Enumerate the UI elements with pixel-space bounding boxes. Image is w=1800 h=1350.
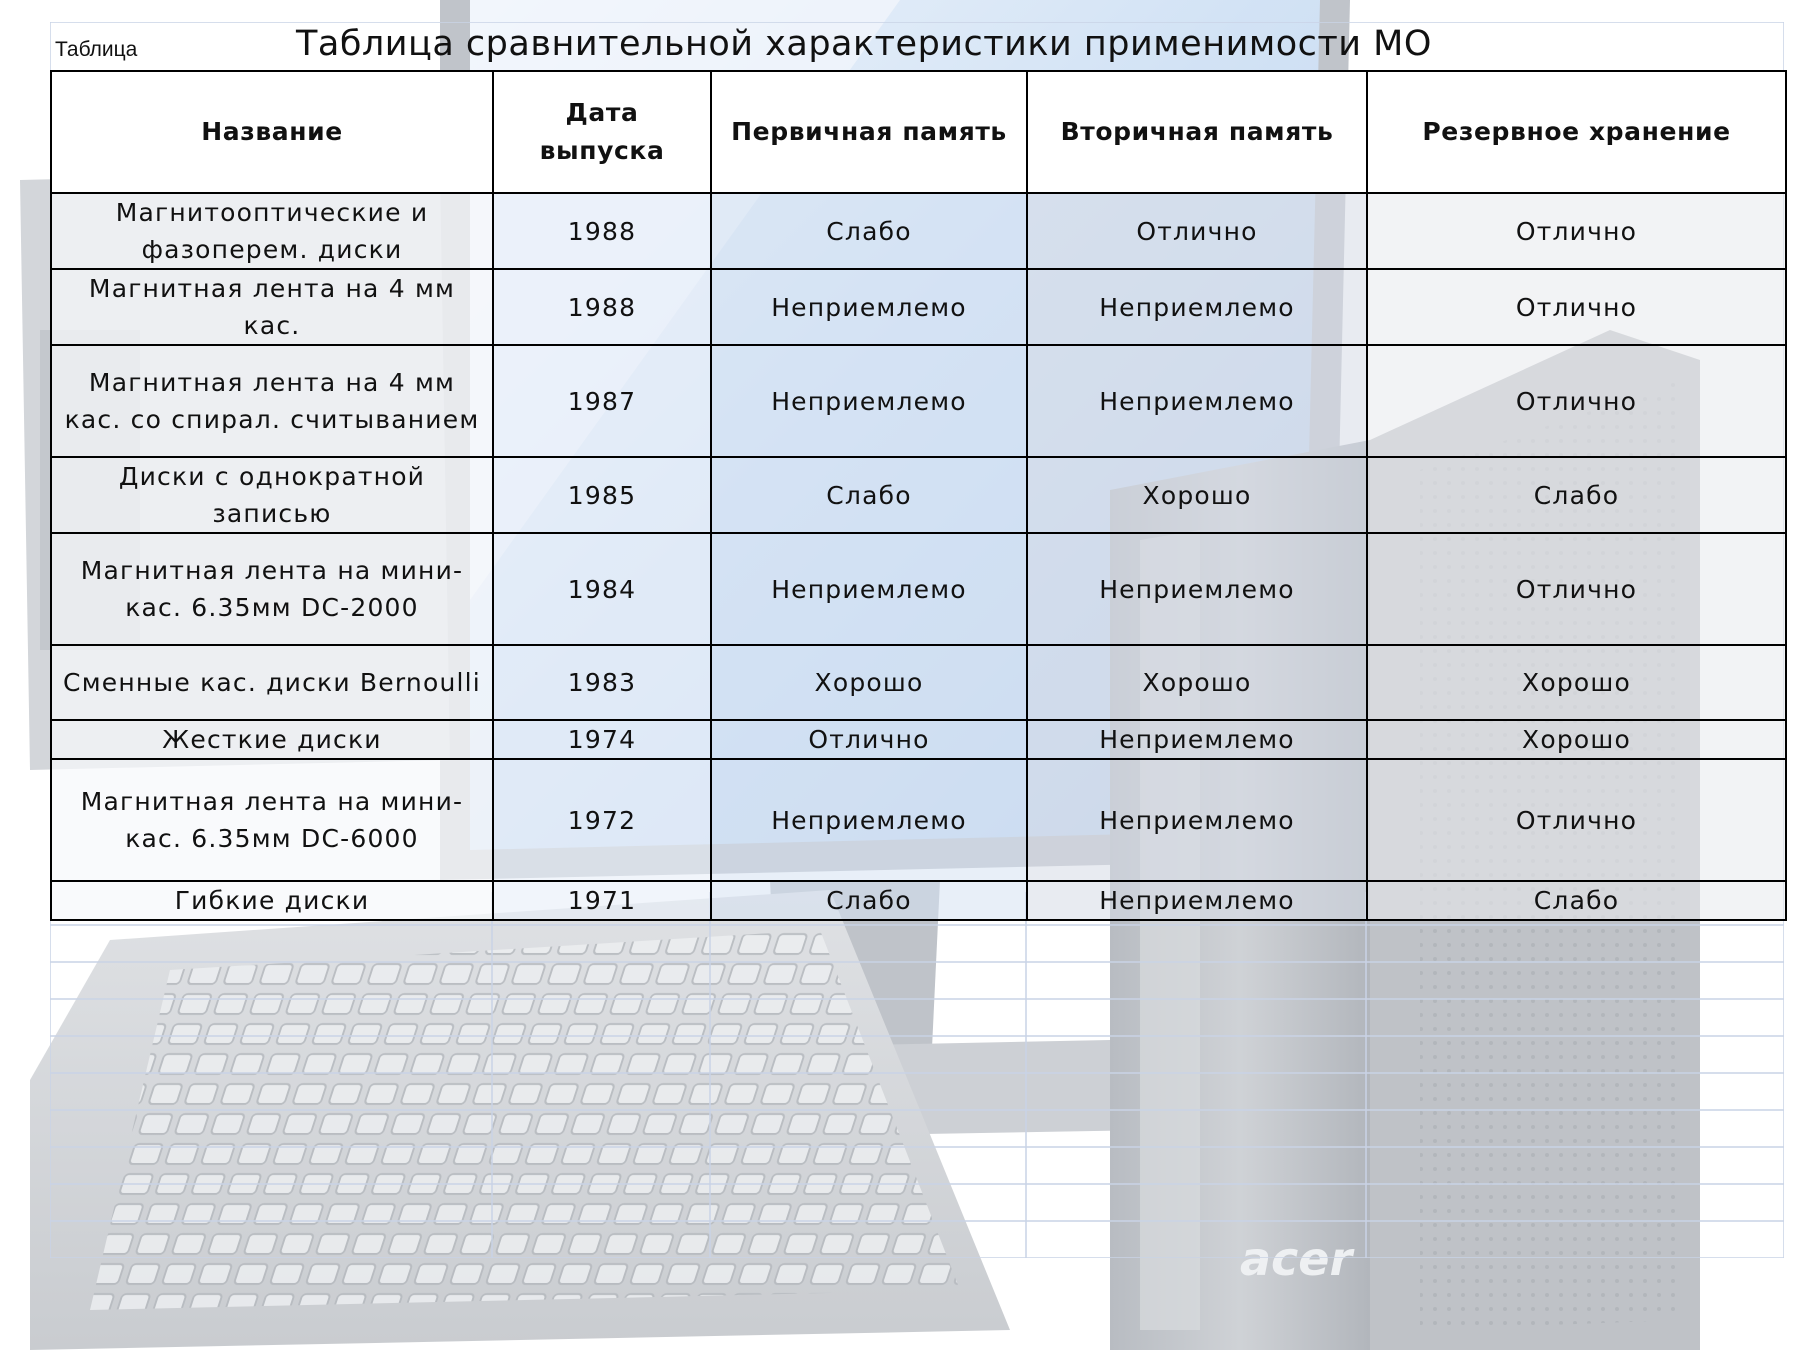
cell-backup-storage: Хорошо	[1367, 645, 1786, 720]
cell-secondary-memory: Хорошо	[1027, 645, 1367, 720]
cell-secondary-memory: Неприемлемо	[1027, 269, 1367, 345]
cell-name: Магнитная лента на 4 мм кас. со спирал. считыванием	[51, 345, 493, 457]
cell-release-date: 1985	[493, 457, 711, 533]
table-row	[51, 269, 1786, 345]
cell-name: Диски с однократной записью	[51, 457, 493, 533]
cell-release-date: 1988	[493, 193, 711, 269]
cell-backup-storage: Слабо	[1367, 457, 1786, 533]
cell-release-date: 1984	[493, 533, 711, 645]
cell-backup-storage: Отлично	[1367, 269, 1786, 345]
header-name: Название	[51, 71, 493, 193]
cell-primary-memory: Отлично	[711, 720, 1027, 759]
acer-logo: acer	[1240, 1232, 1353, 1286]
table-row	[51, 193, 1786, 269]
cell-name: Магнитная лента на 4 мм кас.	[51, 269, 493, 345]
cell-secondary-memory: Неприемлемо	[1027, 759, 1367, 881]
cell-backup-storage: Отлично	[1367, 759, 1786, 881]
cell-primary-memory: Слабо	[711, 193, 1027, 269]
cell-primary-memory: Неприемлемо	[711, 759, 1027, 881]
table-row	[51, 345, 1786, 457]
cell-secondary-memory: Неприемлемо	[1027, 881, 1367, 920]
sheet-label: Таблица	[55, 38, 138, 61]
cell-backup-storage: Отлично	[1367, 193, 1786, 269]
cell-primary-memory: Неприемлемо	[711, 345, 1027, 457]
header-primary-memory: Первичная память	[711, 71, 1027, 193]
header-secondary-memory: Вторичная память	[1027, 71, 1367, 193]
cell-backup-storage: Слабо	[1367, 881, 1786, 920]
cell-secondary-memory: Неприемлемо	[1027, 345, 1367, 457]
header-backup-storage: Резервное хранение	[1367, 71, 1786, 193]
cell-release-date: 1983	[493, 645, 711, 720]
cell-name: Магнитооптические и фазоперем. диски	[51, 193, 493, 269]
table-title: Таблица сравнительной характеристики применимости МО	[296, 24, 1432, 64]
table-row	[51, 533, 1786, 645]
table-row	[51, 720, 1786, 759]
cell-secondary-memory: Отлично	[1027, 193, 1367, 269]
cell-secondary-memory: Хорошо	[1027, 457, 1367, 533]
cell-release-date: 1988	[493, 269, 711, 345]
cell-name: Магнитная лента на мини-кас. 6.35мм DC-2000	[51, 533, 493, 645]
cell-secondary-memory: Неприемлемо	[1027, 533, 1367, 645]
header-release-date: Дата выпуска	[493, 71, 711, 193]
table-row	[51, 881, 1786, 920]
cell-secondary-memory: Неприемлемо	[1027, 720, 1367, 759]
table-row	[51, 457, 1786, 533]
cell-primary-memory: Неприемлемо	[711, 533, 1027, 645]
table-row	[51, 759, 1786, 881]
cell-backup-storage: Отлично	[1367, 533, 1786, 645]
cell-primary-memory: Слабо	[711, 457, 1027, 533]
cell-name: Магнитная лента на мини-кас. 6.35мм DC-6000	[51, 759, 493, 881]
cell-backup-storage: Отлично	[1367, 345, 1786, 457]
cell-name: Сменные кас. диски Bernoulli	[51, 645, 493, 720]
cell-primary-memory: Хорошо	[711, 645, 1027, 720]
cell-primary-memory: Слабо	[711, 881, 1027, 920]
comparison-table	[50, 70, 1787, 921]
cell-release-date: 1974	[493, 720, 711, 759]
cell-release-date: 1987	[493, 345, 711, 457]
table-row	[51, 645, 1786, 720]
cell-name: Гибкие диски	[51, 881, 493, 920]
cell-name: Жесткие диски	[51, 720, 493, 759]
cell-backup-storage: Хорошо	[1367, 720, 1786, 759]
cell-release-date: 1972	[493, 759, 711, 881]
cell-release-date: 1971	[493, 881, 711, 920]
table-header-row	[51, 71, 1786, 193]
cell-primary-memory: Неприемлемо	[711, 269, 1027, 345]
